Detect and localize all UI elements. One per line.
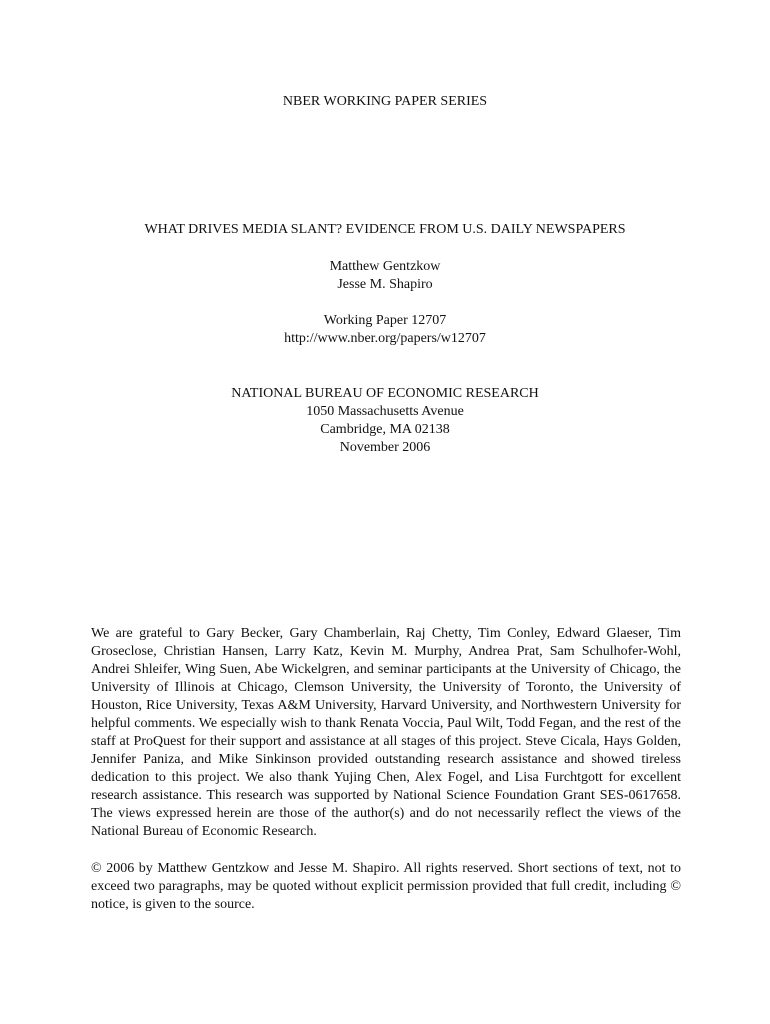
paper-title [0,221,770,239]
paper-url: http://www.nber.org/papers/w12707 [284,331,486,346]
working-paper-info [0,312,770,348]
author-name: Jesse M. Shapiro [337,277,433,292]
acknowledgments-paragraph: We are grateful to Gary Becker, Gary Chamberlain, Raj Chetty, Tim Conley, Edward Glaeser, Tim Groseclose, Christian Hansen, Larry Katz, Kevin M. Murphy, Andrea Prat, Sam Schulhofer-Wohl, Andrei Shleifer, Wing Suen, Abe Wickelgren, and seminar participants at the University of Chicago, the University of Illinois at Chicago, Clemson University, the University of Toronto, the University of Houston, Rice University, Texas A&M University, Harvard University, and Northwestern University for helpful comments. We especially wish to thank Renata Voccia, Paul Wilt, Todd Fegan, and the rest of the staff at ProQuest for their support and assistance at all stages of this project. Steve Cicala, Hays Golden, Jennifer Paniza, and Mike Sinkinson provided outstanding research assistance and showed tireless dedication to this project. We also thank Yujing Chen, Alex Fogel, and Lisa Furchtgott for excellent research assistance. This research was supported by National Science Foundation Grant SES-0617658. The views expressed herein are those of the author(s) and do not necessarily reflect the views of the National Bureau of Economic Research. [91,626,681,839]
author-list [0,258,770,294]
institution-address-line1: 1050 Massachusetts Avenue [306,404,464,419]
copyright-notice: © 2006 by Matthew Gentzkow and Jesse M. Shapiro. All rights reserved. Short sections of text, not to exceed two paragraphs, may be quoted without explicit permission provided that full credit, including © notice, is given to the source. [91,861,681,912]
institution-name: NATIONAL BUREAU OF ECONOMIC RESEARCH [231,386,539,401]
publication-date: November 2006 [339,440,431,455]
working-paper-number: Working Paper 12707 [323,313,447,328]
series-heading [0,93,770,111]
author-name: Matthew Gentzkow [329,259,441,274]
paper-title-text: WHAT DRIVES MEDIA SLANT? EVIDENCE FROM U.S. DAILY NEWSPAPERS [144,222,626,237]
series-label: NBER WORKING PAPER SERIES [282,94,488,109]
institution-block [0,385,770,457]
institution-address-line2: Cambridge, MA 02138 [320,422,450,437]
